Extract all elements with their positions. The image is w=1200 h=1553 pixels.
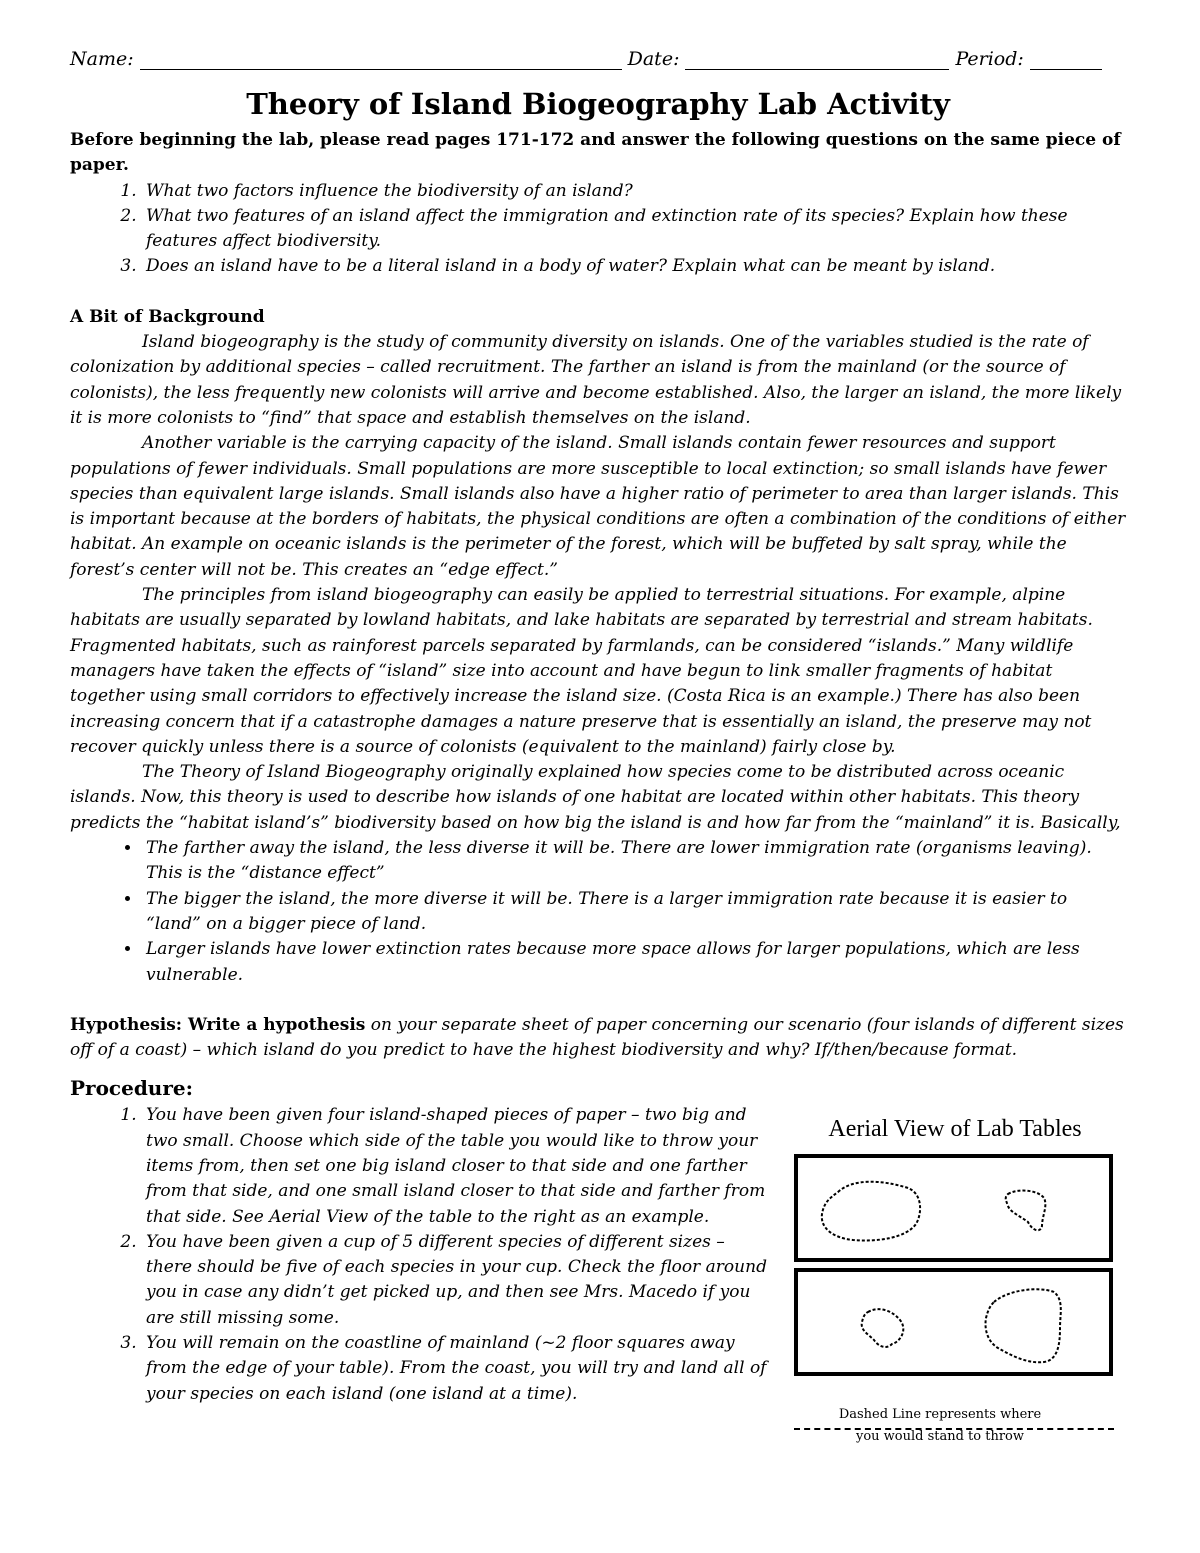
question-item: 1. What two factors influence the biodiversity of an island?: [142, 179, 1126, 204]
period-blank[interactable]: [1030, 49, 1102, 70]
figure-caption-line1: Dashed Line represents where: [838, 1407, 1042, 1422]
page-title: Theory of Island Biogeography Lab Activity: [246, 87, 950, 121]
background-paragraph: The Theory of Island Biogeography originally explained how species come to be distributed across oceanic islands. Now, this theory is used to describe how islands of one habitat are located within other habitats. This theory predicts the “habitat island’s” biodiversity based on how big the island is and how far from the “mainland” it is. Basically,: [70, 762, 1121, 833]
intro-text: Before beginning the lab, please read pages 171-172 and answer the following questions on the same piece of paper.: [70, 130, 1121, 176]
figure-title: Aerial View of Lab Tables: [828, 1116, 1082, 1142]
background-heading: A Bit of Background: [70, 306, 265, 327]
question-item: 3. Does an island have to be a literal island in a body of water? Explain what can be meant by island.: [142, 254, 1126, 279]
procedure-step: 2. You have been given a cup of 5 different species of different sizes – there should be five of each species in your cup. Check the floor around you in case any didn’t get picked up, and then see Mrs. Macedo if you are still missing some.: [142, 1230, 770, 1331]
hypothesis-label: Hypothesis: Write a hypothesis: [70, 1014, 366, 1035]
figure-caption-line2: you would stand to throw: [855, 1429, 1025, 1444]
aerial-view-figure: [790, 1114, 1120, 1514]
bullet-item: • Larger islands have lower extinction rates because more space allows for larger populations, which are less vulnerable.: [142, 937, 1126, 988]
hypothesis-text: on your separate sheet of paper concerning our scenario (four islands of different sizes off of a coast) – which island do you predict to have the highest biodiversity and why? If/then/because format.: [70, 1014, 1124, 1061]
background-paragraph: Another variable is the carrying capacity of the island. Small islands contain fewer resources and support populations of fewer individuals. Small populations are more susceptible to local extinction; so small islands have fewer species than equivalent large islands. Small islands also have a higher ratio of perimeter to area than larger islands. This is important because at the borders of habitats, the physical conditions are often a combination of the conditions of either habitat. An example on oceanic islands is the perimeter of the forest, which will be buffeted by salt spray, while the forest’s center will not be. This creates an “edge effect.”: [70, 433, 1126, 580]
name-blank[interactable]: [140, 49, 622, 70]
background-paragraph: The principles from island biogeography can easily be applied to terrestrial situations. For example, alpine habitats are usually separated by lowland habitats, and lake habitats are separated by terrestrial and stream habitats. Fragmented habitats, such as rainforest parcels separated by farmlands, can be considered “islands.” Many wildlife managers have taken the effects of “island” size into account and have begun to link smaller fragments of habitat together using small corridors to effectively increase the island size. (Costa Rica is an example.) There has also been increasing concern that if a catastrophe damages a nature preserve that is essentially an island, the preserve may not recover quickly unless there is a source of colonists (equivalent to the mainland) fairly close by.: [70, 585, 1093, 757]
question-list: [70, 179, 1126, 280]
name-label: Name:: [70, 47, 134, 70]
procedure-steps: [70, 1103, 770, 1407]
bullet-item: • The bigger the island, the more diverse it will be. There is a larger immigration rate because it is easier to “land” on a bigger piece of land.: [142, 887, 1126, 938]
question-item: 2. What two features of an island affect the immigration and extinction rate of its species? Explain how these features affect biodiversity.: [142, 204, 1126, 255]
procedure-heading: Procedure:: [70, 1076, 193, 1101]
effect-bullet-list: [70, 836, 1126, 988]
small-island-near: [862, 1309, 904, 1347]
island-shapes-bottom: [798, 1272, 1109, 1372]
big-island-near: [822, 1182, 920, 1241]
background-paragraph: Island biogeography is the study of community diversity on islands. One of the variables studied is the rate of colonization by additional species – called recruitment. The farther an island is from the mainland (or the source of colonists), the less frequently new colonists will arrive and become established. Also, the larger an island, the more likely it is more colonists to “find” that space and establish themselves on the island.: [70, 332, 1122, 428]
header-row: [70, 44, 1126, 72]
lab-table-top: [794, 1154, 1113, 1262]
hypothesis-paragraph: [70, 1013, 1126, 1064]
small-island-far: [1006, 1191, 1046, 1231]
procedure-step: 1. You have been given four island-shaped pieces of paper – two big and two small. Choose which side of the table you would like to throw your items from, then set one big island closer to that side and one farther from that side, and one small island closer to that side and farther from that side. See Aerial View of the table to the right as an example.: [142, 1103, 770, 1229]
procedure-column: [70, 1073, 770, 1407]
island-shapes-top: [798, 1158, 1109, 1258]
date-blank[interactable]: [685, 49, 949, 70]
big-island-far: [986, 1289, 1061, 1362]
procedure-step: 3. You will remain on the coastline of mainland (~2 floor squares away from the edge of your table). From the coast, you will try and land all of your species on each island (one island at a time).: [142, 1331, 770, 1407]
date-label: Date:: [627, 47, 680, 70]
lab-table-bottom: [794, 1268, 1113, 1376]
period-label: Period:: [955, 47, 1024, 70]
bullet-item: • The farther away the island, the less diverse it will be. There are lower immigration rate (organisms leaving). This is the “distance effect”: [142, 836, 1126, 887]
